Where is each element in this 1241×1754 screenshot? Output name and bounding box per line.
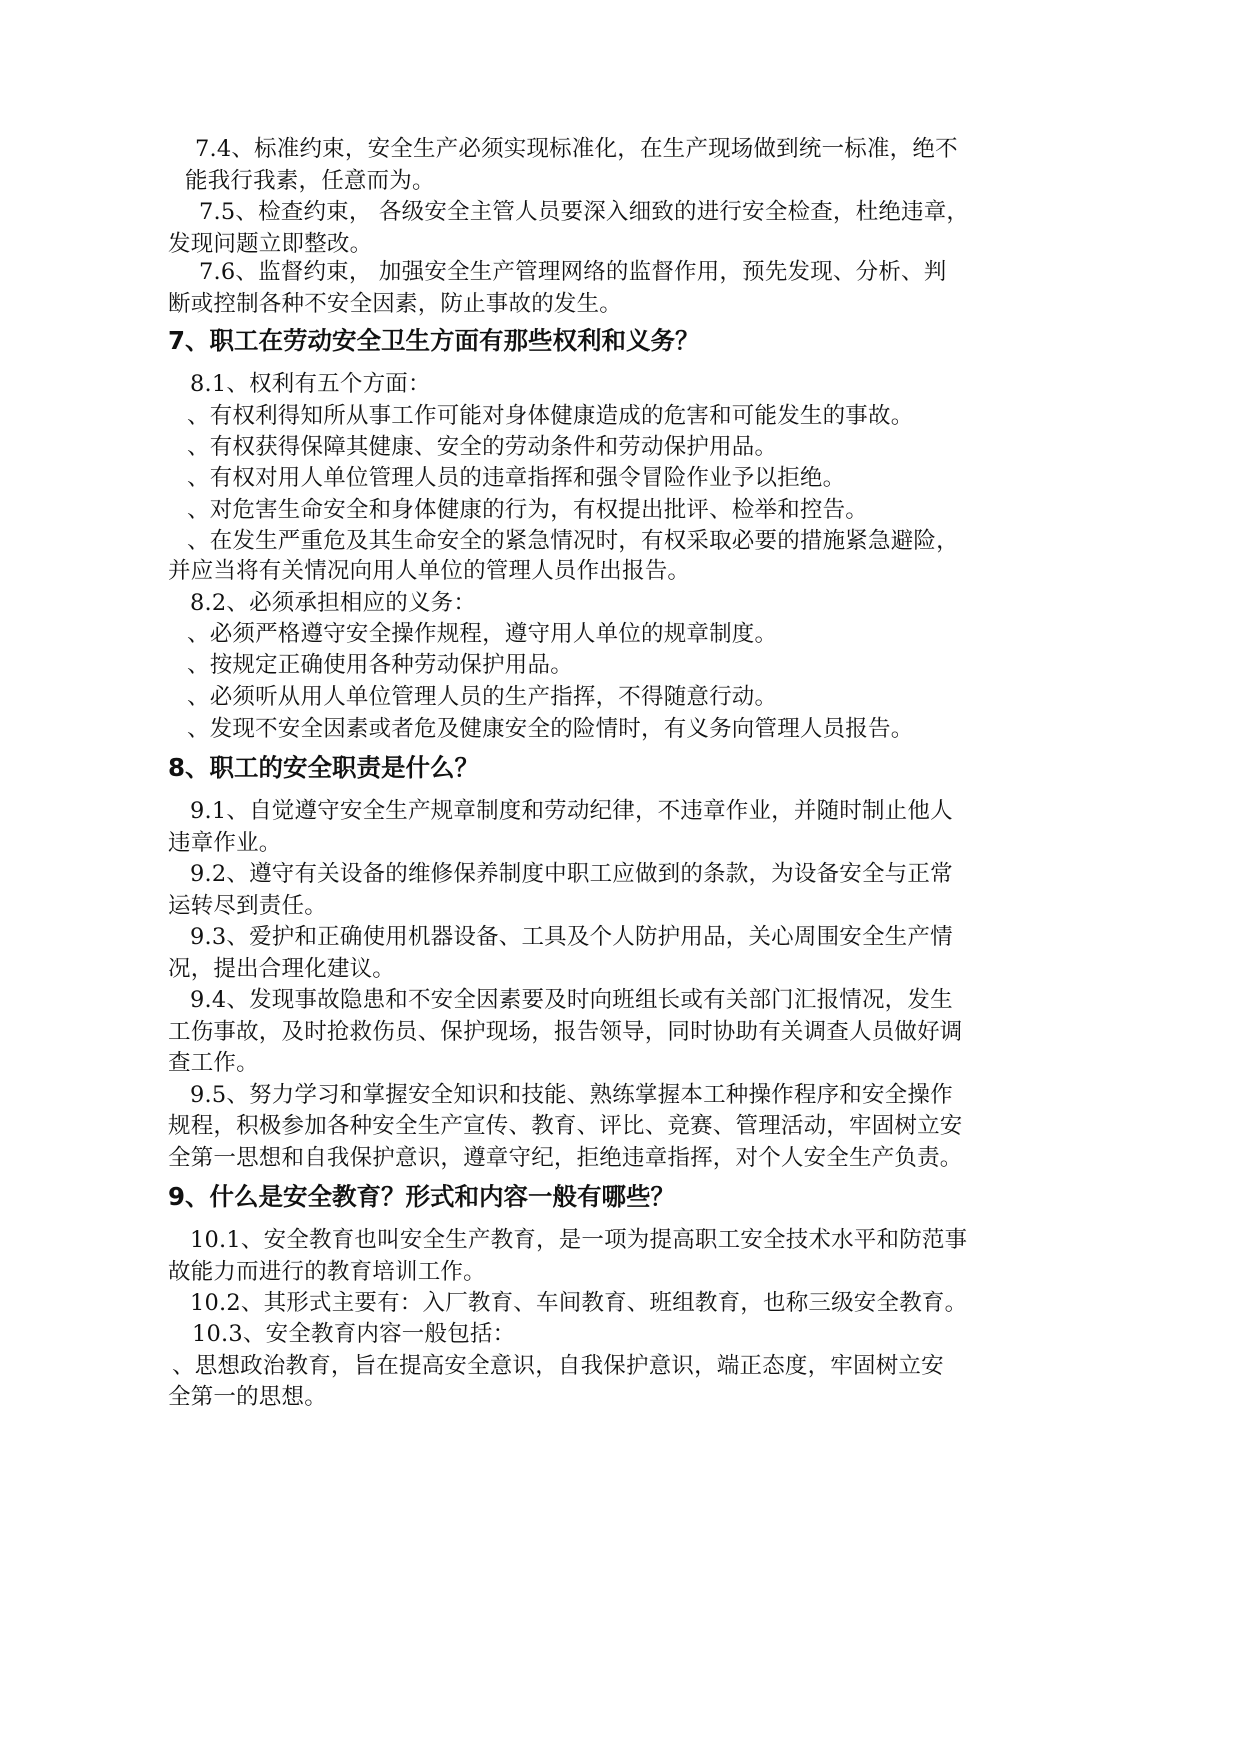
content-item-1-line-1: 、思想政治教育，旨在提高安全意识，自我保护意识，端正态度，牢固树立安: [172, 1353, 944, 1379]
duty-item-1: 、必须严格遵守安全操作规程，遵守用人单位的规章制度。: [187, 621, 778, 647]
paragraph-9-2-line-1: 9.2、遵守有关设备的维修保养制度中职工应做到的条款，为设备安全与正常: [190, 861, 953, 887]
right-item-2: 、有权获得保障其健康、安全的劳动条件和劳动保护用品。: [187, 434, 778, 460]
paragraph-7-5-line-2: 发现问题立即整改。: [168, 231, 373, 257]
section-heading-7: 7、职工在劳动安全卫生方面有那些权利和义务？: [168, 326, 700, 355]
content-item-1-line-2: 全第一的思想。: [168, 1384, 327, 1410]
paragraph-9-4-line-2: 工伤事故，及时抢救伤员、保护现场，报告领导，同时协助有关调查人员做好调: [168, 1019, 963, 1045]
paragraph-7-6-line-1: 7.6、监督约束， 加强安全生产管理网络的监督作用，预先发现、分析、判: [199, 259, 947, 285]
section-heading-8: 8、职工的安全职责是什么？: [168, 753, 480, 782]
paragraph-9-4-line-1: 9.4、发现事故隐患和不安全因素要及时向班组长或有关部门汇报情况，发生: [190, 987, 953, 1013]
paragraph-9-5-line-2: 规程，积极参加各种安全生产宣传、教育、评比、竞赛、管理活动，牢固树立安: [168, 1113, 963, 1139]
paragraph-8-2-intro: 8.2、必须承担相应的义务：: [190, 590, 477, 616]
right-item-1: 、有权利得知所从事工作可能对身体健康造成的危害和可能发生的事故。: [187, 403, 914, 429]
paragraph-9-5-line-1: 9.5、努力学习和掌握安全知识和技能、熟练掌握本工种操作程序和安全操作: [190, 1082, 953, 1108]
paragraph-10-1-line-2: 故能力而进行的教育培训工作。: [168, 1259, 486, 1285]
right-item-5-line-1: 、在发生严重危及其生命安全的紧急情况时，有权采取必要的措施紧急避险，: [187, 528, 959, 554]
duty-item-3: 、必须听从用人单位管理人员的生产指挥，不得随意行动。: [187, 684, 778, 710]
paragraph-10-3-intro: 10.3、安全教育内容一般包括：: [192, 1321, 516, 1347]
paragraph-9-1-line-2: 违章作业。: [168, 830, 282, 856]
paragraph-9-4-line-3: 查工作。: [168, 1050, 259, 1076]
paragraph-9-2-line-2: 运转尽到责任。: [168, 893, 327, 919]
paragraph-8-1-intro: 8.1、权利有五个方面：: [190, 371, 431, 397]
duty-item-2: 、按规定正确使用各种劳动保护用品。: [187, 652, 573, 678]
duty-item-4: 、发现不安全因素或者危及健康安全的险情时，有义务向管理人员报告。: [187, 716, 914, 742]
paragraph-10-1-line-1: 10.1、安全教育也叫安全生产教育，是一项为提高职工安全技术水平和防范事: [190, 1227, 968, 1253]
section-heading-9: 9、什么是安全教育？形式和内容一般有哪些？: [168, 1182, 676, 1211]
right-item-5-line-2: 并应当将有关情况向用人单位的管理人员作出报告。: [168, 558, 691, 584]
paragraph-9-1-line-1: 9.1、自觉遵守安全生产规章制度和劳动纪律，不违章作业，并随时制止他人: [190, 798, 953, 824]
paragraph-7-4-line-1: 7.4、标准约束，安全生产必须实现标准化，在生产现场做到统一标准，绝不: [195, 136, 958, 162]
paragraph-7-6-line-2: 断或控制各种不安全因素，防止事故的发生。: [168, 291, 623, 317]
paragraph-9-3-line-2: 况，提出合理化建议。: [168, 956, 396, 982]
paragraph-10-2: 10.2、其形式主要有：入厂教育、车间教育、班组教育，也称三级安全教育。: [190, 1290, 968, 1316]
paragraph-9-3-line-1: 9.3、爱护和正确使用机器设备、工具及个人防护用品，关心周围安全生产情: [190, 924, 953, 950]
paragraph-7-4-line-2: 能我行我素，任意而为。: [185, 168, 435, 194]
right-item-3: 、有权对用人单位管理人员的违章指挥和强令冒险作业予以拒绝。: [187, 465, 846, 491]
paragraph-9-5-line-3: 全第一思想和自我保护意识，遵章守纪，拒绝违章指挥，对个人安全生产负责。: [168, 1145, 963, 1171]
right-item-4: 、对危害生命安全和身体健康的行为，有权提出批评、检举和控告。: [187, 497, 869, 523]
paragraph-7-5-line-1: 7.5、检查约束， 各级安全主管人员要深入细致的进行安全检查，杜绝违章，: [199, 199, 970, 225]
